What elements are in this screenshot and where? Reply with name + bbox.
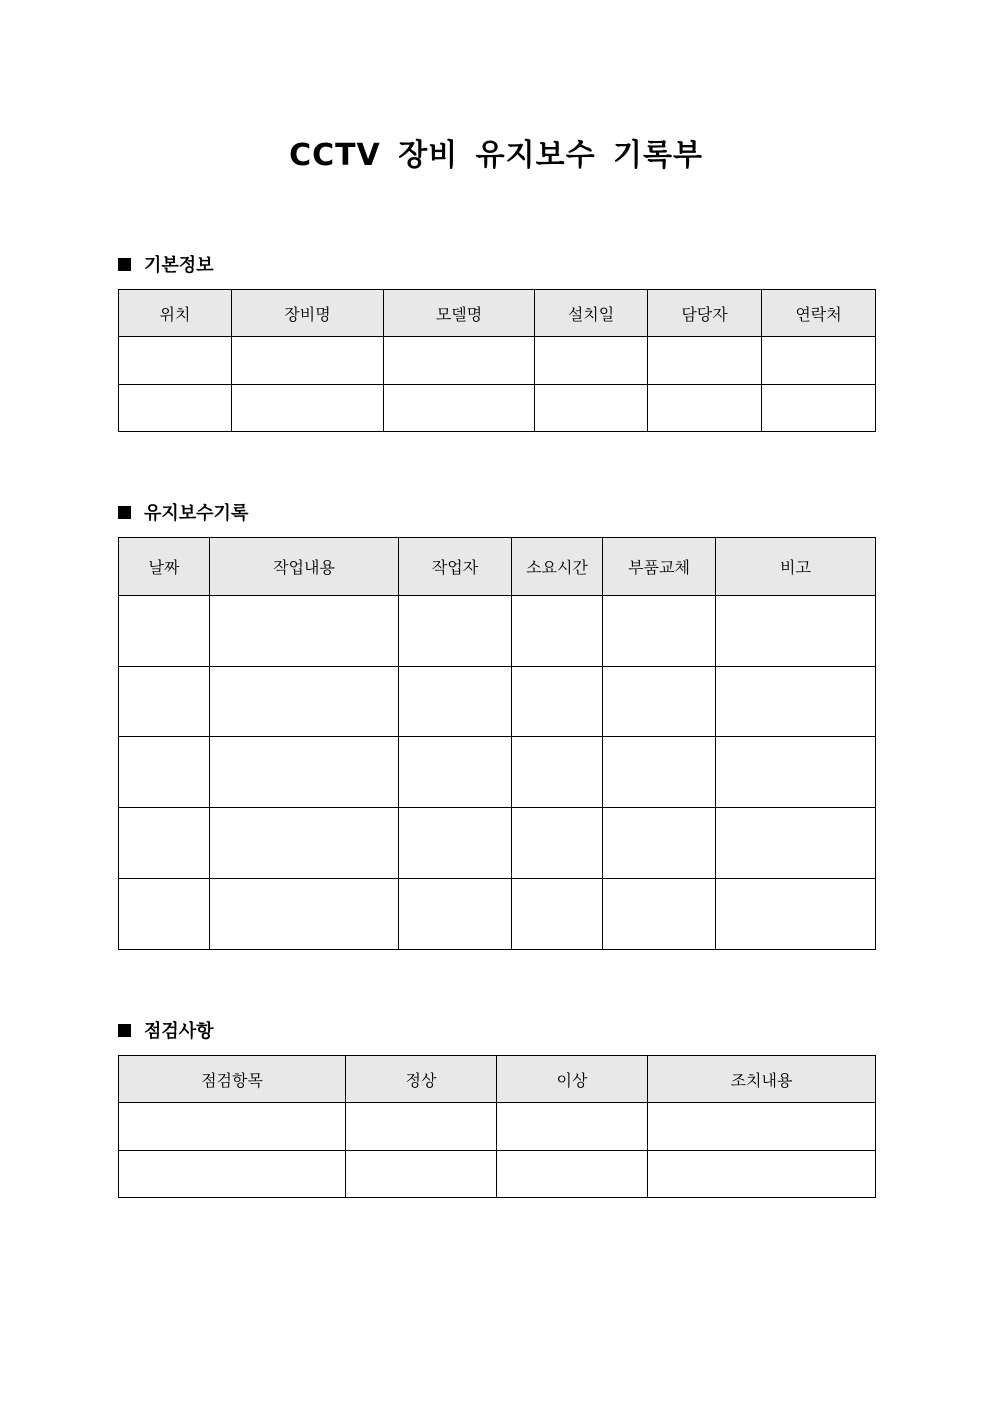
table-row: [119, 1151, 876, 1198]
column-header-location: 위치: [119, 290, 232, 337]
table-cell[interactable]: [648, 1151, 876, 1198]
table-cell[interactable]: [119, 1103, 346, 1151]
column-header-model-name: 모델명: [384, 290, 535, 337]
table-cell[interactable]: [399, 808, 512, 879]
table-cell[interactable]: [232, 337, 384, 385]
table-cell[interactable]: [119, 337, 232, 385]
table-cell[interactable]: [232, 385, 384, 432]
table-cell[interactable]: [512, 596, 603, 667]
table-cell[interactable]: [399, 596, 512, 667]
table-cell[interactable]: [119, 667, 210, 737]
table-cell[interactable]: [716, 667, 876, 737]
section-heading-inspection-items: [118, 1017, 214, 1043]
table-cell[interactable]: [603, 737, 716, 808]
table-cell[interactable]: [210, 596, 399, 667]
black-square-icon: [118, 1024, 131, 1037]
table-cell[interactable]: [384, 385, 535, 432]
table-row: [119, 385, 876, 432]
column-header-parts-replaced: 부품교체: [603, 538, 716, 596]
column-header-contact: 연락처: [762, 290, 876, 337]
table-cell[interactable]: [716, 808, 876, 879]
document-title: CCTV 장비 유지보수 기록부: [289, 138, 703, 173]
column-header-normal: 정상: [346, 1056, 497, 1103]
table-row: [119, 596, 876, 667]
table-cell[interactable]: [716, 879, 876, 950]
table-cell[interactable]: [512, 808, 603, 879]
table-cell[interactable]: [119, 1151, 346, 1198]
table-cell[interactable]: [762, 337, 876, 385]
section-title: 점검사항: [144, 1021, 214, 1042]
table-header-row: [119, 538, 876, 596]
table-cell[interactable]: [119, 596, 210, 667]
table-cell[interactable]: [119, 737, 210, 808]
section-heading-maintenance-records: [118, 499, 248, 525]
table-cell[interactable]: [119, 879, 210, 950]
table-cell[interactable]: [648, 1103, 876, 1151]
table-cell[interactable]: [384, 337, 535, 385]
column-header-worker: 작업자: [399, 538, 512, 596]
table-cell[interactable]: [210, 808, 399, 879]
table-cell[interactable]: [603, 808, 716, 879]
section-title: 유지보수기록: [144, 503, 249, 524]
column-header-remarks: 비고: [716, 538, 876, 596]
table-header-row: [119, 290, 876, 337]
table-cell[interactable]: [399, 879, 512, 950]
table-cell[interactable]: [497, 1103, 648, 1151]
table-cell[interactable]: [535, 385, 648, 432]
table-cell[interactable]: [399, 667, 512, 737]
table-cell[interactable]: [512, 879, 603, 950]
table-cell[interactable]: [603, 667, 716, 737]
table-cell[interactable]: [210, 737, 399, 808]
table-row: [119, 1103, 876, 1151]
section-heading-basic-info: [118, 251, 214, 277]
table-cell[interactable]: [716, 737, 876, 808]
table-cell[interactable]: [535, 337, 648, 385]
table-cell[interactable]: [119, 385, 232, 432]
column-header-manager: 담당자: [648, 290, 762, 337]
column-header-abnormal: 이상: [497, 1056, 648, 1103]
table-cell[interactable]: [648, 385, 762, 432]
column-header-equipment-name: 장비명: [232, 290, 384, 337]
table-cell[interactable]: [512, 667, 603, 737]
column-header-work-description: 작업내용: [210, 538, 399, 596]
column-header-inspection-item: 점검항목: [119, 1056, 346, 1103]
table-cell[interactable]: [497, 1151, 648, 1198]
table-cell[interactable]: [648, 337, 762, 385]
table-cell[interactable]: [346, 1151, 497, 1198]
inspection-items-table: [118, 1055, 876, 1198]
table-cell[interactable]: [603, 596, 716, 667]
table-header-row: [119, 1056, 876, 1103]
table-row: [119, 737, 876, 808]
table-cell[interactable]: [762, 385, 876, 432]
column-header-action-taken: 조치내용: [648, 1056, 876, 1103]
table-cell[interactable]: [512, 737, 603, 808]
table-row: [119, 879, 876, 950]
column-header-time-spent: 소요시간: [512, 538, 603, 596]
black-square-icon: [118, 506, 131, 519]
section-title: 기본정보: [144, 255, 214, 276]
table-cell[interactable]: [603, 879, 716, 950]
table-cell[interactable]: [716, 596, 876, 667]
table-row: [119, 337, 876, 385]
table-row: [119, 808, 876, 879]
table-row: [119, 667, 876, 737]
column-header-install-date: 설치일: [535, 290, 648, 337]
table-cell[interactable]: [210, 667, 399, 737]
basic-info-table: [118, 289, 876, 432]
maintenance-records-table: [118, 537, 876, 950]
table-cell[interactable]: [346, 1103, 497, 1151]
table-cell[interactable]: [399, 737, 512, 808]
black-square-icon: [118, 258, 131, 271]
column-header-date: 날짜: [119, 538, 210, 596]
table-cell[interactable]: [119, 808, 210, 879]
table-cell[interactable]: [210, 879, 399, 950]
